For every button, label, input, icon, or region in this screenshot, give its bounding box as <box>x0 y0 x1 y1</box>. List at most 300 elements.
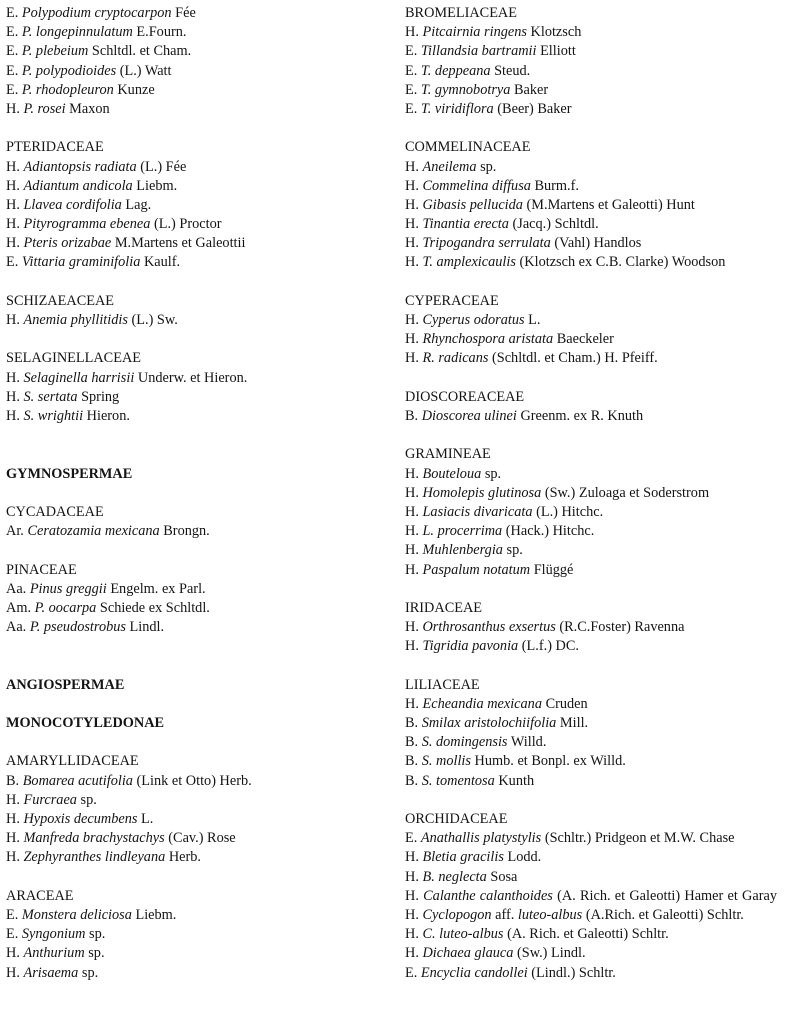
species-name: Dioscorea ulinei <box>421 408 517 424</box>
species-name: Adiantum andicola <box>23 177 133 194</box>
species-entry <box>405 541 777 560</box>
species-name: T. amplexicaulis <box>422 254 516 271</box>
species-name: Anemia phyllitidis <box>23 312 128 329</box>
spacer <box>6 484 386 503</box>
species-author: Steud. <box>494 62 531 79</box>
species-name: P. oocarpa <box>34 599 97 616</box>
species-entry <box>405 944 777 963</box>
species-author: (Lindl.) Schltr. <box>531 964 616 981</box>
species-entry <box>6 196 386 215</box>
species-entry <box>405 253 777 272</box>
status-code: H. <box>405 849 419 866</box>
spacer <box>6 541 386 560</box>
author-part: (A.Rich. et Galeotti) Schltr. <box>582 906 744 923</box>
species-name: Cyclopogon <box>422 906 492 923</box>
family-heading: CYPERACEAE <box>405 292 499 309</box>
species-name: Tigridia pavonia <box>422 638 519 655</box>
right-column <box>405 4 777 983</box>
species-author: (R.C.Foster) Ravenna <box>559 619 685 636</box>
section-heading: GYMNOSPERMAE <box>6 465 133 482</box>
status-code: H. <box>6 830 20 847</box>
species-author: Spring <box>81 388 120 405</box>
species-name: R. radicans <box>422 350 489 367</box>
species-author: (Link et Otto) Herb. <box>136 772 252 789</box>
species-name: Smilax aristolochiifolia <box>421 715 557 732</box>
species-author: Underw. et Hieron. <box>137 369 248 386</box>
status-code: H. <box>6 235 20 252</box>
status-code: H. <box>6 100 20 117</box>
species-author: Baker <box>513 81 549 98</box>
species-name: S. wrightii <box>23 407 84 424</box>
species-name: Arisaema <box>23 964 79 981</box>
species-entry <box>405 81 777 100</box>
family-heading: PINACEAE <box>6 561 77 578</box>
species-name: Pteris orizabae <box>23 235 112 252</box>
species-name: T. gymnobotrya <box>420 81 511 98</box>
family-heading: PTERIDACEAE <box>6 139 104 156</box>
species-author: (Sw.) Lindl. <box>516 945 586 962</box>
species-author: M.Martens et Galeottii <box>114 235 246 252</box>
status-code: H. <box>6 407 20 424</box>
species-author: Schiede ex Schltdl. <box>99 599 210 616</box>
status-code: H. <box>6 312 20 329</box>
spacer <box>6 656 386 675</box>
status-code: H. <box>405 945 419 962</box>
status-code: H. <box>405 235 419 252</box>
species-entry <box>6 369 386 388</box>
species-name: Bouteloua <box>422 465 482 482</box>
status-code: H. <box>6 791 20 808</box>
family-heading: IRIDACEAE <box>405 599 483 616</box>
species-author: Kaulf. <box>143 254 181 271</box>
species-entry <box>405 522 777 541</box>
status-code: H. <box>405 196 419 213</box>
species-author: sp. <box>89 926 106 943</box>
spacer <box>6 695 386 714</box>
species-name: Pinus greggii <box>29 580 107 597</box>
species-entry <box>405 407 777 426</box>
species-name: Pityrogramma ebenea <box>23 216 151 233</box>
species-entry <box>6 388 386 407</box>
species-author <box>495 907 744 923</box>
species-entry <box>405 848 777 867</box>
species-entry <box>405 503 777 522</box>
status-code: E. <box>6 62 19 79</box>
species-name: Anathallis platystylis <box>420 830 542 847</box>
species-name: Selaginella harrisii <box>23 369 135 386</box>
species-name: Rhynchospora aristata <box>422 331 554 348</box>
species-entry <box>6 522 386 541</box>
species-entry <box>6 810 386 829</box>
species-author: Burm.f. <box>534 177 579 194</box>
species-author: (M.Martens et Galeotti) Hunt <box>526 196 695 213</box>
family-heading: DIOSCOREACEAE <box>405 388 525 405</box>
species-entry <box>6 829 386 848</box>
species-author: (Beer) Baker <box>497 100 572 117</box>
species-entry <box>6 848 386 867</box>
status-code: H. <box>6 216 20 233</box>
spacer <box>405 791 777 810</box>
status-code: H. <box>405 312 419 329</box>
status-code: H. <box>405 619 419 636</box>
spacer <box>6 273 386 292</box>
species-author: (Sw.) Zuloaga et Soderstrom <box>544 484 710 501</box>
species-name: Aneilema <box>422 158 477 175</box>
status-code: B. <box>405 753 419 770</box>
species-name: Calanthe calanthoides <box>423 887 553 904</box>
species-entry <box>6 906 386 925</box>
status-code: H. <box>405 887 419 904</box>
species-author: (Schltr.) Pridgeon et M.W. Chase <box>544 830 735 847</box>
author-part: aff. <box>495 906 518 923</box>
species-name: Pitcairnia ringens <box>422 24 527 41</box>
species-author: Fée <box>175 5 196 21</box>
species-author: sp. <box>81 964 99 981</box>
species-entry <box>405 215 777 234</box>
status-code: H. <box>405 542 419 559</box>
species-epithet: luteo-albus <box>517 906 583 923</box>
species-entry <box>405 62 777 81</box>
species-author: Lodd. <box>507 849 542 866</box>
species-author: Willd. <box>510 734 547 751</box>
status-code: E. <box>405 964 418 981</box>
status-code: Aa. <box>6 619 27 636</box>
species-author: Herb. <box>168 849 201 866</box>
species-author: Engelm. ex Parl. <box>110 580 206 597</box>
species-entry <box>6 599 386 618</box>
species-author: Liebm. <box>136 177 178 194</box>
species-author: sp. <box>484 465 502 482</box>
status-code: H. <box>405 177 419 194</box>
species-author: Kunth <box>498 772 535 789</box>
family-heading: ARACEAE <box>6 887 74 904</box>
family-heading: SCHIZAEACEAE <box>6 292 115 309</box>
species-name: Homolepis glutinosa <box>422 484 542 501</box>
status-code: H. <box>6 158 20 175</box>
section-heading: MONOCOTYLEDONAE <box>6 715 165 732</box>
species-entry <box>405 196 777 215</box>
species-author: (L.) Watt <box>119 62 172 79</box>
species-name: Ceratozamia mexicana <box>27 523 160 540</box>
species-entry <box>405 925 777 944</box>
species-entry <box>405 23 777 42</box>
spacer <box>6 330 386 349</box>
spacer <box>6 426 386 445</box>
species-entry <box>6 964 386 983</box>
status-code: B. <box>405 734 419 751</box>
species-author: Lindl. <box>129 619 165 636</box>
species-entry <box>405 100 777 119</box>
species-author: (Vahl) Handlos <box>554 235 642 252</box>
family-heading: LILIACEAE <box>405 676 480 693</box>
species-entry <box>405 887 777 906</box>
species-name: S. mollis <box>421 753 471 770</box>
species-entry <box>6 618 386 637</box>
spacer <box>6 119 386 138</box>
status-code: B. <box>405 772 419 789</box>
status-code: H. <box>405 465 419 482</box>
species-name: Tillandsia bartramii <box>420 43 537 60</box>
species-author: sp. <box>480 158 497 175</box>
status-code: E. <box>405 830 418 847</box>
status-code: Ar. <box>6 523 24 540</box>
species-entry <box>6 42 386 61</box>
species-name: Tripogandra serrulata <box>422 235 551 252</box>
family-heading: ORCHIDACEAE <box>405 810 508 827</box>
species-name: P. rosei <box>23 100 66 117</box>
species-name: B. neglecta <box>422 868 487 885</box>
species-author: (Klotzsch ex C.B. Clarke) Woodson <box>519 254 726 271</box>
species-entry <box>405 177 777 196</box>
species-name: L. procerrima <box>422 523 503 540</box>
species-entry <box>405 349 777 368</box>
species-author: (Cav.) Rose <box>168 830 236 847</box>
spacer <box>405 273 777 292</box>
species-author: sp. <box>506 542 523 559</box>
status-code: H. <box>6 964 20 981</box>
status-code: H. <box>405 523 419 540</box>
species-author: Lag. <box>125 196 152 213</box>
species-entry <box>405 330 777 349</box>
status-code: H. <box>405 926 419 943</box>
status-code: E. <box>6 254 19 271</box>
status-code: H. <box>405 24 419 41</box>
spacer <box>405 119 777 138</box>
family-heading: COMMELINACEAE <box>405 139 531 156</box>
species-entry <box>405 637 777 656</box>
species-author: (L.) Fée <box>140 158 187 175</box>
status-code: H. <box>405 906 419 923</box>
status-code: H. <box>405 216 419 233</box>
species-name: Lasiacis divaricata <box>422 503 533 520</box>
status-code: B. <box>6 772 20 789</box>
status-code: E. <box>6 926 19 943</box>
spacer <box>6 868 386 887</box>
status-code: E. <box>6 906 19 923</box>
species-name: Orthrosanthus exsertus <box>422 619 556 636</box>
species-entry <box>405 772 777 791</box>
species-name: Gibasis pellucida <box>422 196 523 213</box>
species-entry <box>405 311 777 330</box>
species-author: Mill. <box>559 715 589 732</box>
species-name: C. luteo-albus <box>422 926 504 943</box>
status-code: H. <box>405 638 419 655</box>
status-code: E. <box>405 62 418 79</box>
status-code: H. <box>405 254 419 271</box>
spacer <box>6 637 386 656</box>
species-name: Dichaea glauca <box>422 945 514 962</box>
species-entry <box>6 580 386 599</box>
status-code: Am. <box>6 599 32 616</box>
species-author: Hieron. <box>86 407 130 424</box>
section-heading: ANGIOSPERMAE <box>6 676 125 693</box>
species-name: T. deppeana <box>420 62 491 79</box>
species-author: (L.) Proctor <box>153 216 222 233</box>
status-code: B. <box>405 715 419 732</box>
species-entry <box>6 925 386 944</box>
status-code: E. <box>6 43 19 60</box>
species-entry <box>6 177 386 196</box>
spacer <box>6 733 386 752</box>
species-author: Baeckeler <box>556 331 614 348</box>
species-author: Flüggé <box>533 561 574 578</box>
status-code: H. <box>405 503 419 520</box>
species-name: S. tomentosa <box>421 772 495 789</box>
species-entry <box>6 407 386 426</box>
status-code: E. <box>6 5 19 21</box>
species-author: (A. Rich. et Galeotti) Hamer et Garay <box>557 887 777 904</box>
species-name: P. polypodioides <box>21 62 117 79</box>
species-entry <box>6 62 386 81</box>
species-name: Commelina diffusa <box>422 177 531 194</box>
species-name: T. viridiflora <box>420 100 494 117</box>
species-entry <box>405 868 777 887</box>
status-code: H. <box>405 484 419 501</box>
species-name: Muhlenbergia <box>422 542 503 559</box>
family-heading: GRAMINEAE <box>405 446 491 463</box>
spacer <box>405 369 777 388</box>
species-name: Cyperus odoratus <box>422 312 525 329</box>
species-entry <box>6 158 386 177</box>
species-entry <box>405 618 777 637</box>
species-author: (A. Rich. et Galeotti) Schltr. <box>507 926 669 943</box>
species-entry <box>405 829 777 848</box>
status-code: H. <box>405 350 419 367</box>
species-entry <box>6 253 386 272</box>
species-entry <box>6 234 386 253</box>
species-entry <box>6 944 386 963</box>
species-author: Sosa <box>490 868 518 885</box>
species-entry <box>405 158 777 177</box>
species-entry <box>6 100 386 119</box>
species-author: (Jacq.) Schltdl. <box>512 216 599 233</box>
species-name: Hypoxis decumbens <box>23 811 138 828</box>
species-author: L. <box>528 312 541 329</box>
species-entry <box>405 695 777 714</box>
species-name: Syngonium <box>21 926 86 943</box>
species-entry <box>6 772 386 791</box>
species-entry <box>405 42 777 61</box>
species-author: (Hack.) Hitchc. <box>505 523 595 540</box>
status-code: H. <box>6 945 20 962</box>
spacer <box>405 580 777 599</box>
species-author: Brongn. <box>163 523 210 540</box>
species-entry <box>405 752 777 771</box>
left-column <box>6 4 386 983</box>
species-author: (Schltdl. et Cham.) H. Pfeiff. <box>491 350 658 367</box>
status-code: E. <box>6 81 19 98</box>
status-code: E. <box>405 43 418 60</box>
status-code: Aa. <box>6 580 27 597</box>
species-name: Paspalum notatum <box>422 561 531 578</box>
species-author: E.Fourn. <box>136 24 187 41</box>
status-code: E. <box>6 24 19 41</box>
family-heading: CYCADACEAE <box>6 503 104 520</box>
species-entry <box>6 215 386 234</box>
species-name: S. domingensis <box>421 734 508 751</box>
family-heading: AMARYLLIDACEAE <box>6 753 139 770</box>
species-name: P. pseudostrobus <box>29 619 126 636</box>
species-entry <box>405 465 777 484</box>
species-author: L. <box>141 811 154 828</box>
species-name: Encyclia candollei <box>420 964 528 981</box>
status-code: H. <box>405 695 419 712</box>
status-code: H. <box>405 868 419 885</box>
species-author: Schltdl. et Cham. <box>91 43 192 60</box>
species-name: P. rhodopleuron <box>21 81 114 98</box>
species-author: sp. <box>80 791 97 808</box>
species-entry <box>6 791 386 810</box>
species-author: Humb. et Bonpl. ex Willd. <box>474 753 626 770</box>
status-code: H. <box>6 811 20 828</box>
species-name: Bomarea acutifolia <box>22 772 133 789</box>
spacer <box>6 445 386 464</box>
species-name: P. plebeium <box>21 43 89 60</box>
species-name: Tinantia erecta <box>422 216 509 233</box>
species-name: Zephyranthes lindleyana <box>23 849 166 866</box>
status-code: H. <box>6 177 20 194</box>
species-entry <box>405 484 777 503</box>
species-author: Klotzsch <box>530 24 582 41</box>
species-entry <box>6 81 386 100</box>
status-code: B. <box>405 408 419 424</box>
status-code: E. <box>405 100 418 117</box>
species-entry <box>6 4 386 23</box>
status-code: H. <box>6 388 20 405</box>
species-name: Polypodium cryptocarpon <box>21 5 172 21</box>
species-entry <box>405 714 777 733</box>
species-author: Maxon <box>69 100 110 117</box>
species-name: Llavea cordifolia <box>23 196 122 213</box>
species-author: (L.f.) DC. <box>521 638 579 655</box>
species-name: Furcraea <box>23 791 77 808</box>
species-entry <box>405 733 777 752</box>
species-entry <box>6 23 386 42</box>
status-code: H. <box>405 561 419 578</box>
family-heading: BROMELIACEAE <box>405 5 517 21</box>
status-code: H. <box>405 331 419 348</box>
status-code: E. <box>405 81 418 98</box>
spacer <box>405 656 777 675</box>
status-code: H. <box>6 849 20 866</box>
species-entry <box>6 311 386 330</box>
species-name: Manfreda brachystachys <box>23 830 165 847</box>
species-author: Kunze <box>117 81 155 98</box>
species-author: Greenm. ex R. Knuth <box>520 408 644 424</box>
species-author: (L.) Hitchc. <box>536 503 604 520</box>
species-author: Liebm. <box>135 906 177 923</box>
species-name: Vittaria graminifolia <box>21 254 141 271</box>
status-code: H. <box>405 158 419 175</box>
status-code: H. <box>6 369 20 386</box>
species-entry <box>405 234 777 253</box>
species-author: (L.) Sw. <box>131 312 178 329</box>
species-entry <box>405 964 777 983</box>
species-name: Bletia gracilis <box>422 849 504 866</box>
species-name: Monstera deliciosa <box>21 906 132 923</box>
species-name: Adiantopsis radiata <box>23 158 137 175</box>
species-author: Cruden <box>545 695 588 712</box>
status-code: H. <box>6 196 20 213</box>
species-entry <box>405 906 777 925</box>
family-heading: SELAGINELLACEAE <box>6 350 142 367</box>
spacer <box>405 426 777 445</box>
species-author: sp. <box>88 945 105 962</box>
species-name: Echeandia mexicana <box>422 695 542 712</box>
species-author: Elliott <box>540 43 576 60</box>
species-entry <box>405 561 777 580</box>
species-name: Anthurium <box>23 945 85 962</box>
